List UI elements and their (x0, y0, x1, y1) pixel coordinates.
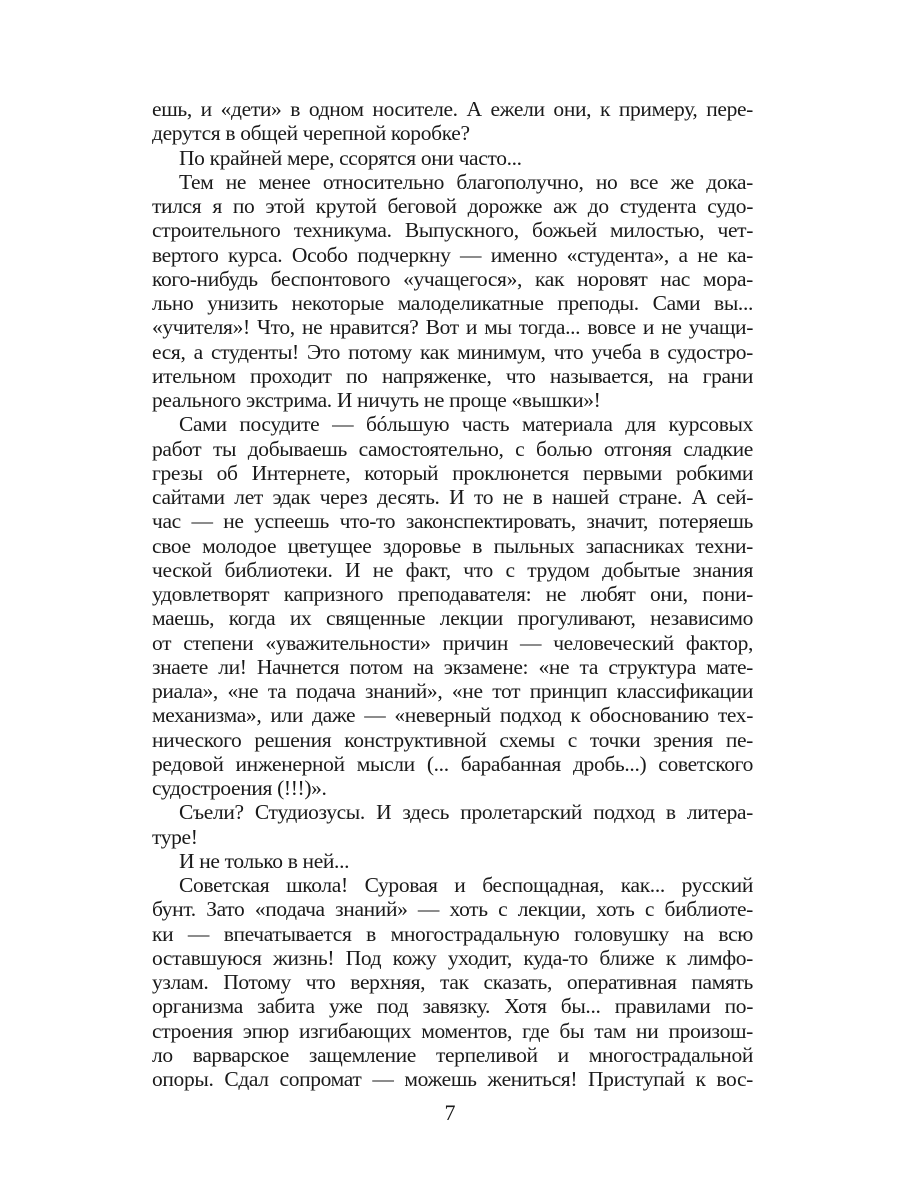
paragraph-first-line: И не только в ней... (179, 848, 350, 873)
paragraph-first-line: Сами посудите — бóльшую часть материала для курсовых (179, 412, 753, 437)
text-line: ешь, и «дети» в одном носителе. А ежели они, к примеру, пере- (152, 97, 753, 121)
text-line: оставшуюся жизнь! Под кожу уходит, куда-то ближе к лимфо- (152, 945, 753, 970)
paragraph-first-line: Тем не менее относительно благополучно, но все же дока- (179, 169, 753, 194)
text-line: организма забита уже под завязку. Хотя бы... правилами по- (152, 994, 753, 1019)
body-text (152, 97, 753, 1091)
text-line: ки — впечатывается в многострадальную головушку на всю (152, 921, 753, 946)
text-line: работ ты добываешь самостоятельно, с болью отгоняя сладкие (152, 436, 753, 461)
text-line: узлам. Потому что верхняя, так сказать, оперативная память (152, 970, 753, 994)
text-line: редовой инженерной мысли (... барабанная дробь...) советского (152, 751, 753, 776)
text-line: маешь, когда их священные лекции прогуливают, независимо (152, 606, 753, 631)
text-line: еся, а студенты! Это потому как минимум, что учеба в судостро- (152, 339, 753, 364)
text-line: судостроения (!!!)». (152, 776, 327, 800)
text-line: механизма», или даже — «неверный подход к обоснованию тех- (152, 703, 753, 728)
text-line: тился я по этой крутой беговой дорожке аж до студента судо- (152, 194, 753, 218)
text-line: знаете ли! Начнется потом на экзамене: «не та структура мате- (152, 654, 753, 679)
text-line: кого-нибудь беспонтового «учащегося», как норовят нас мора- (152, 266, 753, 291)
text-line: льно унизить некоторые малоделикатные преподы. Сами вы... (152, 291, 753, 315)
text-line: удовлетворят капризного преподавателя: не любят они, пони- (152, 582, 753, 606)
text-line: «учителя»! Что, не нравится? Вот и мы тогда... вовсе и не учащи- (152, 315, 753, 340)
text-line: час — не успеешь что-то законспектировать, значит, потеряешь (152, 509, 753, 534)
text-line: от степени «уважительности» причин — человеческий фактор, (152, 630, 753, 655)
text-line: нического решения конструктивной схемы с точки зрения пе- (152, 727, 753, 752)
text-line: реального экстрима. И ничуть не проще «вышки»! (152, 388, 601, 412)
text-line: ческой библиотеки. И не факт, что с трудом добытые знания (152, 557, 753, 582)
text-line: свое молодое цветущее здоровье в пыльных запасниках техни- (152, 533, 753, 558)
text-line: вертого курса. Особо подчеркну — именно «студента», а не ка- (152, 242, 753, 267)
text-line: туре! (152, 824, 198, 849)
text-line: опоры. Сдал сопромат — можешь жениться! Приступай к вос- (152, 1067, 753, 1091)
text-line: риала», «не та подача знаний», «не тот принцип классификации (152, 679, 753, 703)
text-line: ло варварское защемление терпеливой и многострадальной (152, 1042, 753, 1067)
text-line: дерутся в общей черепной коробке? (152, 121, 470, 146)
paragraph-first-line: Советская школа! Суровая и беспощадная, как... русский (179, 873, 753, 897)
text-line: бунт. Зато «подача знаний» — хоть с лекции, хоть с библиоте- (152, 897, 753, 922)
text-line: строения эпюр изгибающих моментов, где бы там ни произош- (152, 1018, 753, 1043)
page-number: 7 (444, 1100, 456, 1125)
paragraph-first-line: По крайней мере, ссорятся они часто... (179, 145, 522, 170)
text-line: строительного техникума. Выпускного, божьей милостью, чет- (152, 218, 753, 243)
paragraph-first-line: Съели? Студиозусы. И здесь пролетарский подход в литера- (179, 800, 753, 825)
text-line: ительном проходит по напряженке, что называется, на грани (152, 363, 753, 388)
text-line: грезы об Интернете, который проклюнется первыми робкими (152, 460, 753, 485)
text-line: сайтами лет эдак через десять. И то не в нашей стране. А сей- (152, 485, 753, 509)
